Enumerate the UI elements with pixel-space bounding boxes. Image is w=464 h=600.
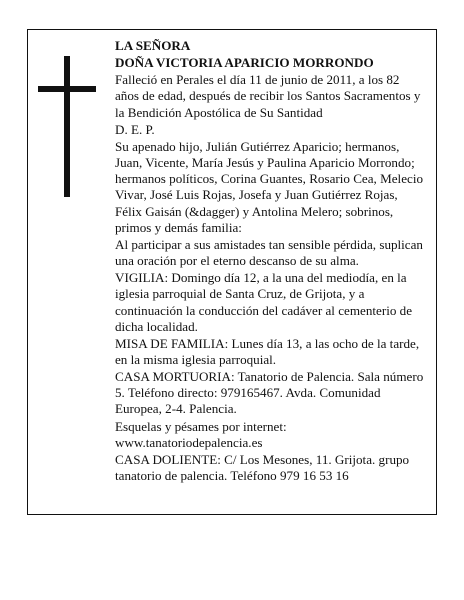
title-line: LA SEÑORA [115,38,191,53]
family-list: Su apenado hijo, Julián Gutiérrez Aparicio; hermanos, Juan, Vicente, María Jesús y Paulina Aparicio Morrondo; hermanos políticos, Corina Guantes, Rosario Cea, Melecio Vivar, José Luis Rojas, Josefa y Juan Gutiérrez Rojas, Félix Gaisán (&dagger) y Antolina Melero; sobrinos, primos y demás familia: [115,138,423,235]
obituary-text [115,38,425,484]
prayer-request: Al participar a sus amistades tan sensible pérdida, suplican una oración por el eterno descanso de su alma. [115,236,423,269]
cross-horizontal-bar [38,86,96,92]
deceased-name: DOÑA VICTORIA APARICIO MORRONDO [115,55,374,71]
internet-condolences: Esquelas y pésames por internet: www.tanatoriodepalencia.es [115,418,287,450]
funeral-home-info: CASA MORTUORIA: Tanatorio de Palencia. Sala número 5. Teléfono directo: 979165467. Avda. Comunidad Europea, 2-4. Palencia. [115,369,424,417]
family-mass-info: MISA DE FAMILIA: Lunes día 13, a las ocho de la tarde, en la misma iglesia parroquial. [115,335,420,367]
cross-vertical-bar [64,56,70,197]
rip-line: D. E. P. [115,121,155,137]
family-home-info: CASA DOLIENTE: C/ Los Mesones, 11. Grijota. grupo tanatorio de palencia. Teléfono 979 16 53 16 [115,451,410,484]
vigil-info: VIGILIA: Domingo día 12, a la una del mediodía, en la iglesia parroquial de Santa Cruz, de Grijota, y a continuación la conducción del cadáver al cementerio de dicha localidad. [115,270,413,334]
death-announcement: Falleció en Perales el día 11 de junio de 2011, a los 82 años de edad, después de recibir los Santos Sacramentos y la Bendición Apostólica de Su Santidad [115,72,421,120]
